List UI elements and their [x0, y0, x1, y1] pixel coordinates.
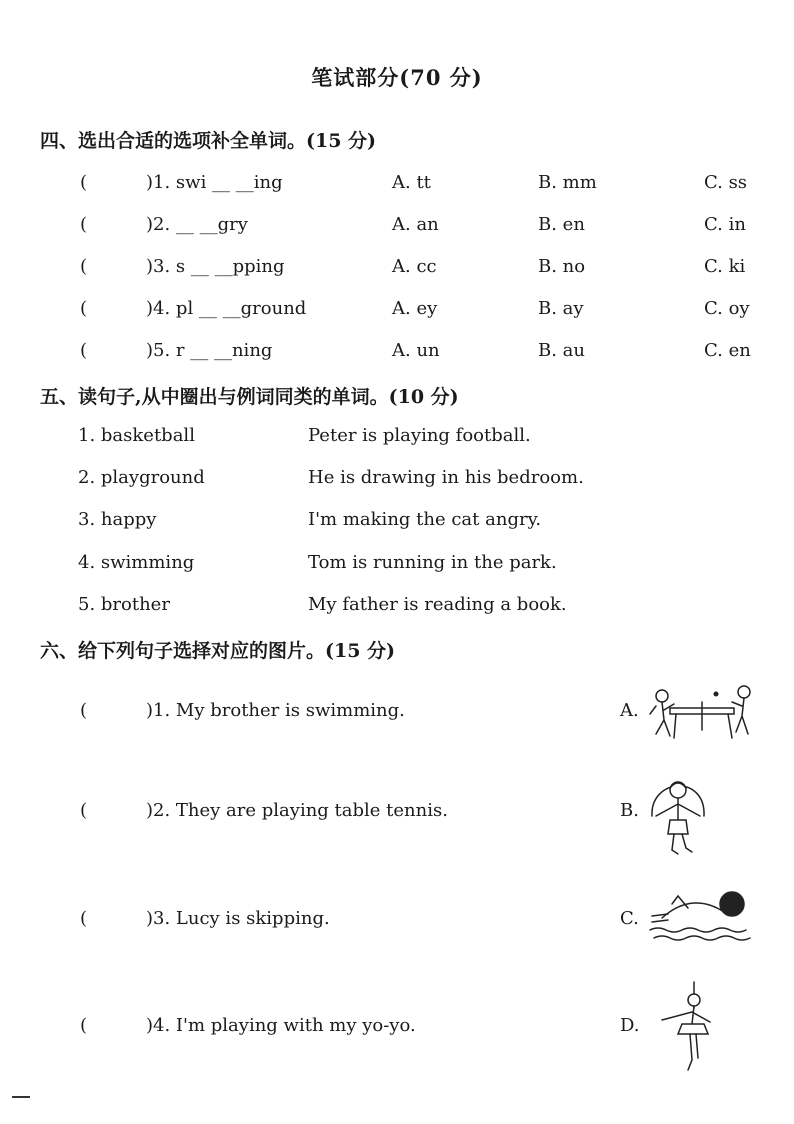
example-word: 1. basketball: [78, 425, 195, 446]
option-b: B. no: [538, 256, 586, 277]
option-a: A. cc: [392, 256, 437, 277]
question-stem: )2. __ __gry: [146, 214, 248, 235]
question-stem: )3. Lucy is skipping.: [146, 908, 330, 929]
sentence[interactable]: My father is reading a book.: [308, 594, 567, 615]
question-stem: )3. s __ __pping: [146, 256, 285, 277]
option-c: C. oy: [704, 298, 750, 319]
section-6-heading: 六、给下列句子选择对应的图片。(15 分): [40, 640, 396, 662]
option-b: B. ay: [538, 298, 584, 319]
option-label-b: B.: [620, 800, 639, 821]
option-a: A. un: [392, 340, 440, 361]
option-a: A. an: [392, 214, 439, 235]
sentence[interactable]: I'm making the cat angry.: [308, 509, 542, 530]
example-word: 3. happy: [78, 509, 157, 530]
page-corner-mark: [12, 1096, 30, 1098]
skipping-rope-illustration[interactable]: [644, 768, 712, 860]
option-label-c: C.: [620, 908, 639, 929]
answer-paren[interactable]: (: [80, 172, 88, 193]
option-c: C. ki: [704, 256, 746, 277]
sentence[interactable]: He is drawing in his bedroom.: [308, 467, 584, 488]
section-4-heading: 四、选出合适的选项补全单词。(15 分): [40, 130, 377, 152]
option-b: B. au: [538, 340, 585, 361]
answer-paren[interactable]: (: [80, 800, 88, 821]
answer-paren[interactable]: (: [80, 908, 88, 929]
question-stem: )4. I'm playing with my yo-yo.: [146, 1015, 416, 1036]
question-stem: )1. swi __ __ing: [146, 172, 283, 193]
answer-paren[interactable]: (: [80, 214, 88, 235]
question-stem: )4. pl __ __ground: [146, 298, 307, 319]
option-a: A. tt: [392, 172, 431, 193]
option-b: B. mm: [538, 172, 597, 193]
option-c: C. in: [704, 214, 746, 235]
page-title: 笔试部分(70 分): [311, 65, 483, 90]
swimming-illustration[interactable]: [648, 882, 756, 944]
option-label-d: D.: [620, 1015, 640, 1036]
example-word: 2. playground: [78, 467, 205, 488]
example-word: 4. swimming: [78, 552, 195, 573]
answer-paren[interactable]: (: [80, 340, 88, 361]
option-label-a: A.: [620, 700, 639, 721]
ballet-dancer-illustration[interactable]: [652, 978, 722, 1074]
sentence[interactable]: Tom is running in the park.: [308, 552, 557, 573]
answer-paren[interactable]: (: [80, 256, 88, 277]
option-c: C. ss: [704, 172, 748, 193]
option-c: C. en: [704, 340, 751, 361]
answer-paren[interactable]: (: [80, 1015, 88, 1036]
option-b: B. en: [538, 214, 585, 235]
question-stem: )5. r __ __ning: [146, 340, 273, 361]
example-word: 5. brother: [78, 594, 170, 615]
section-5-heading: 五、读句子,从中圈出与例词同类的单词。(10 分): [40, 386, 459, 408]
sentence[interactable]: Peter is playing football.: [308, 425, 531, 446]
question-stem: )1. My brother is swimming.: [146, 700, 405, 721]
answer-paren[interactable]: (: [80, 700, 88, 721]
answer-paren[interactable]: (: [80, 298, 88, 319]
option-a: A. ey: [392, 298, 438, 319]
question-stem: )2. They are playing table tennis.: [146, 800, 448, 821]
table-tennis-illustration[interactable]: [648, 680, 758, 742]
